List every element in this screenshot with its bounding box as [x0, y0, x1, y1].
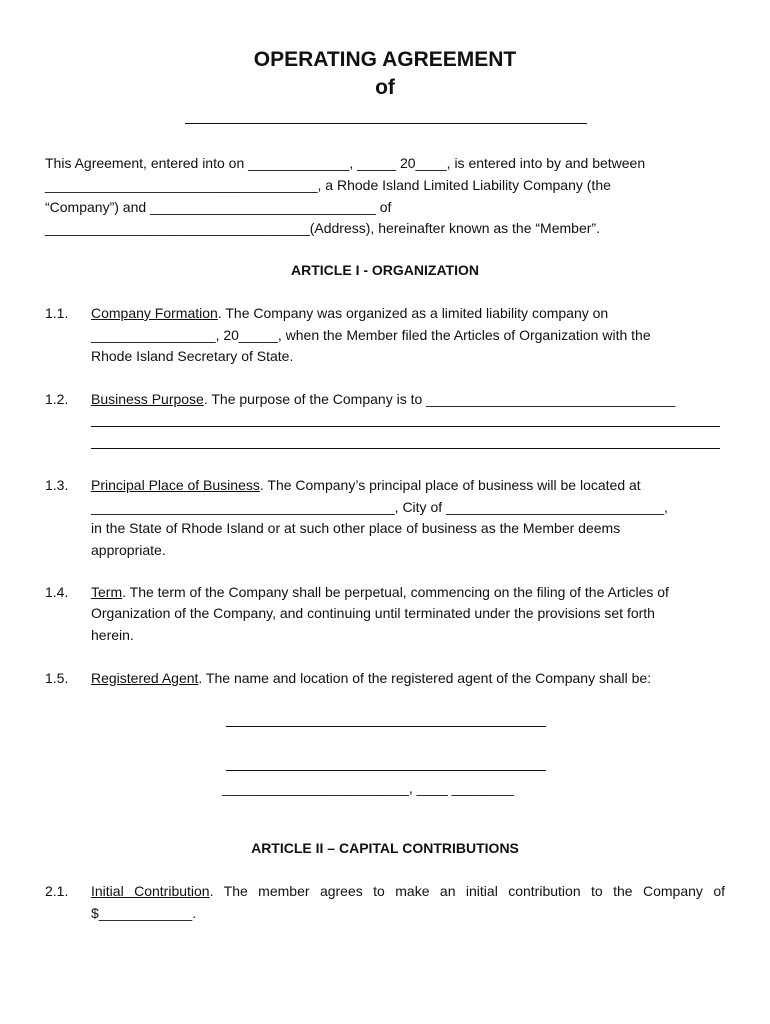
section-1-5-title: Registered Agent	[91, 670, 199, 686]
section-1-3-number: 1.3.	[45, 477, 69, 493]
section-1-2-line-1	[91, 389, 675, 409]
section-2-1-text: . The member agrees to make an initial contribution to the Company of	[209, 883, 725, 899]
article-1-heading: ARTICLE I - ORGANIZATION	[291, 262, 479, 278]
section-2-1-line-1	[91, 881, 725, 901]
section-1-2-title: Business Purpose	[91, 391, 204, 407]
section-1-3-line-1	[91, 475, 641, 495]
company-name-blank[interactable]	[185, 123, 587, 124]
registered-agent-name-blank[interactable]	[226, 726, 546, 727]
section-1-4-title: Term	[91, 584, 123, 600]
section-1-3-text: . The Company’s principal place of business will be located at	[259, 477, 641, 493]
document-title-of: of	[375, 76, 395, 99]
section-1-1-line-2: ________________, 20_____, when the Member filed the Articles of Organization with the	[91, 327, 651, 343]
section-1-5-text: . The name and location of the registered agent of the Company shall be:	[198, 670, 652, 686]
registered-agent-address-blank[interactable]	[226, 770, 546, 771]
intro-line-3: “Company”) and _____________________________ of	[45, 199, 392, 215]
intro-line-1: This Agreement, entered into on _____________, _____ 20____, is entered into by and between	[45, 155, 646, 171]
section-1-4-text: . The term of the Company shall be perpetual, commencing on the filing of the Articles of	[122, 584, 669, 600]
section-2-1-line-2: $____________.	[91, 905, 197, 921]
section-1-1-line-3: Rhode Island Secretary of State.	[91, 348, 294, 364]
section-1-5-line-1	[91, 668, 651, 688]
section-1-3-line-3: in the State of Rhode Island or at such other place of business as the Member deems	[91, 520, 621, 536]
section-2-1-number: 2.1.	[45, 883, 69, 899]
section-1-4-line-2: Organization of the Company, and continuing until terminated under the provisions set forth	[91, 605, 655, 621]
business-purpose-blank-3[interactable]	[91, 448, 720, 449]
section-2-1-title: Initial Contribution	[91, 883, 210, 899]
intro-line-2: ___________________________________, a Rhode Island Limited Liability Company (the	[45, 177, 611, 193]
section-1-3-title: Principal Place of Business	[91, 477, 260, 493]
section-1-1-line-1	[91, 303, 608, 323]
section-1-3-line-2: _______________________________________, City of ____________________________,	[91, 499, 668, 515]
section-1-4-line-3: herein.	[91, 627, 134, 643]
section-1-3-line-4: appropriate.	[91, 542, 166, 558]
document-title: OPERATING AGREEMENT	[253, 48, 517, 71]
section-1-1-number: 1.1.	[45, 305, 69, 321]
section-1-2-number: 1.2.	[45, 391, 69, 407]
article-2-heading: ARTICLE II – CAPITAL CONTRIBUTIONS	[251, 840, 519, 856]
business-purpose-blank-2[interactable]	[91, 426, 720, 427]
section-1-4-line-1	[91, 582, 669, 602]
section-1-1-title: Company Formation	[91, 305, 218, 321]
section-1-2-text: . The purpose of the Company is to ________________________________	[203, 391, 676, 407]
registered-agent-city-state-zip: ________________________, ____ ________	[222, 780, 514, 796]
section-1-5-number: 1.5.	[45, 670, 69, 686]
intro-line-4: __________________________________(Address), hereinafter known as the “Member”.	[45, 220, 600, 236]
section-1-4-number: 1.4.	[45, 584, 69, 600]
section-1-1-text: . The Company was organized as a limited liability company on	[217, 305, 609, 321]
